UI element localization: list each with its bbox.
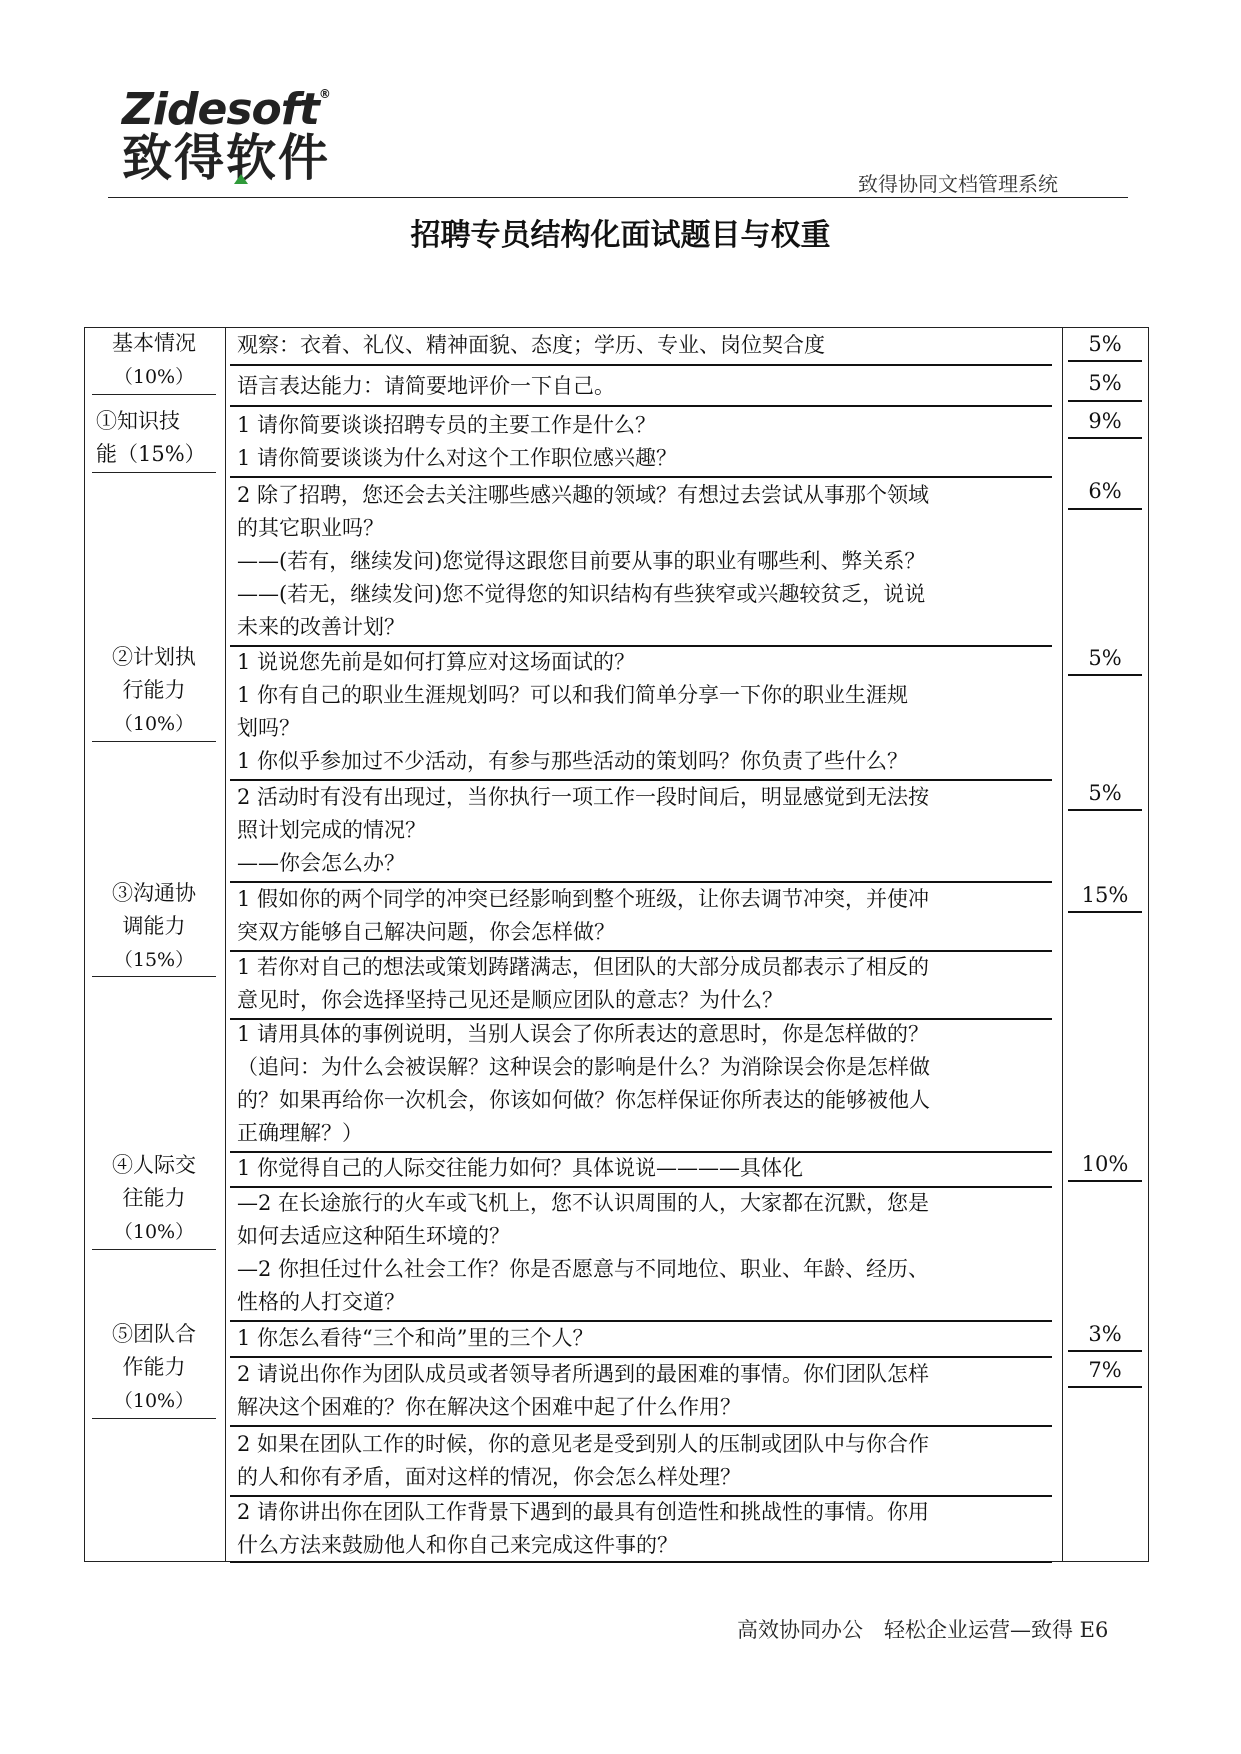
weight-rule — [1068, 360, 1142, 362]
question-item: 1 你怎么看待“三个和尚”里的三个人？ — [237, 1326, 594, 1350]
question-item: 1 若你对自己的想法或策划踌躇满志，但团队的大部分成员都表示了相反的 意见时，你会选择坚持己见还是顺应团队的意志？为什么？ — [237, 955, 930, 1012]
column-divider-left — [225, 327, 226, 1562]
question-item: 1 你觉得自己的人际交往能力如何？具体说说————具体化 — [237, 1156, 804, 1180]
question-item: 语言表达能力：请简要地评价一下自己。 — [237, 374, 615, 398]
logo-accent-icon — [234, 174, 248, 184]
question-item: 1 请用具体的事例说明，当别人误会了你所表达的意思时，你是怎样做的？ （追问：为什么会被误解？这种误会的影响是什么？为消除误会你是怎样做 的？如果再给你一次机会，你该如何做？你怎样保证你所表达的能够被他人 正确理解？） — [237, 1022, 930, 1145]
column-divider-right — [1062, 327, 1063, 1562]
weight-rule — [1068, 508, 1142, 510]
weight-value: 5% — [1088, 646, 1122, 670]
weight-value: 6% — [1088, 479, 1122, 503]
category-planning: ②计划执 行能力 （10%） — [112, 645, 196, 735]
weight-value: 5% — [1088, 781, 1122, 805]
question-item: 2 除了招聘，您还会去关注哪些感兴趣的领域？有想过去尝试从事那个领域 的其它职业吗？ ——(若有，继续发问)您觉得这跟您目前要从事的职业有哪些利、弊关系？ ——(若无，继续发问)您不觉得您的知识结构有些狭窄或兴趣较贫乏，说说 未来的改善计划？ — [237, 483, 930, 639]
question-item: 1 假如你的两个同学的冲突已经影响到整个班级，让你去调节冲突，并使冲 突双方能够自己解决问题，你会怎样做？ — [237, 887, 930, 944]
category-rule — [92, 394, 216, 395]
weight-value: 9% — [1088, 409, 1122, 433]
question-item: 1 请你简要谈谈招聘专员的主要工作是什么？ 1 请你简要谈谈为什么对这个工作职位感兴趣？ — [237, 413, 678, 470]
category-basic: 基本情况 （10%） — [112, 331, 196, 388]
company-logo — [122, 86, 362, 186]
question-item: —2 在长途旅行的火车或飞机上，您不认识周围的人，大家都在沉默，您是 如何去适应这种陌生环境的？ —2 你担任过什么社会工作？你是否愿意与不同地位、职业、年龄、经历、 性格的人打交道？ — [237, 1191, 930, 1314]
page-title: 招聘专员结构化面试题目与权重 — [410, 218, 831, 253]
category-rule — [92, 741, 216, 742]
category-knowledge: ①知识技 能（15%） — [96, 409, 206, 466]
header-divider — [108, 197, 1128, 198]
weight-value: 10% — [1081, 1152, 1129, 1176]
weight-rule — [1068, 400, 1142, 402]
question-item: 2 请你讲出你在团队工作背景下遇到的最具有创造性和挑战性的事情。你用 什么方法来鼓励他人和你自己来完成这件事的？ — [237, 1500, 930, 1557]
question-item: 2 请说出你作为团队成员或者领导者所遇到的最困难的事情。你们团队怎样 解决这个困难的？你在解决这个困难中起了什么作用？ — [237, 1362, 930, 1419]
weight-rule — [1068, 911, 1142, 913]
weight-rule — [1068, 437, 1142, 439]
weight-rule — [1068, 674, 1142, 676]
question-item: 2 活动时有没有出现过，当你执行一项工作一段时间后，明显感觉到无法按 照计划完成的情况？ ——你会怎么办？ — [237, 785, 930, 875]
weight-value: 3% — [1088, 1322, 1122, 1346]
system-name: 致得协同文档管理系统 — [858, 172, 1058, 196]
category-rule — [92, 976, 216, 977]
category-rule — [92, 1249, 216, 1250]
category-communication: ③沟通协 调能力 （15%） — [112, 881, 196, 971]
category-teamwork: ⑤团队合 作能力 （10%） — [112, 1322, 196, 1412]
weight-value: 15% — [1081, 883, 1129, 907]
weight-rule — [1068, 1180, 1142, 1182]
question-item: 观察：衣着、礼仪、精神面貌、态度；学历、专业、岗位契合度 — [237, 333, 825, 357]
category-interpersonal: ④人际交 往能力 （10%） — [112, 1153, 196, 1243]
question-rule — [230, 1561, 1052, 1563]
logo-chinese: 致得软件 — [122, 129, 330, 187]
weight-rule — [1068, 1350, 1142, 1352]
category-rule — [92, 1418, 216, 1419]
question-rule — [230, 405, 1052, 407]
question-item: 1 说说您先前是如何打算应对这场面试的？ 1 你有自己的职业生涯规划吗？可以和我们简单分享一下你的职业生涯规 划吗？ 1 你似乎参加过不少活动，有参与那些活动的策划吗？你负责了些什么？ — [237, 650, 909, 773]
question-item: 2 如果在团队工作的时候，你的意见老是受到别人的压制或团队中与你合作 的人和你有矛盾，面对这样的情况，你会怎么样处理？ — [237, 1432, 930, 1489]
weight-value: 5% — [1088, 332, 1122, 356]
weight-value: 7% — [1088, 1358, 1122, 1382]
page-footer: 高效协同办公 轻松企业运营—致得 E6 — [737, 1618, 1109, 1642]
question-rule — [230, 364, 1052, 366]
category-rule — [92, 472, 216, 473]
weight-value: 5% — [1088, 371, 1122, 395]
question-rule — [230, 1425, 1052, 1427]
question-rule — [230, 476, 1052, 478]
weight-rule — [1068, 1386, 1142, 1388]
weight-rule — [1068, 809, 1142, 811]
logo-english: Zidesoft® — [122, 84, 330, 135]
